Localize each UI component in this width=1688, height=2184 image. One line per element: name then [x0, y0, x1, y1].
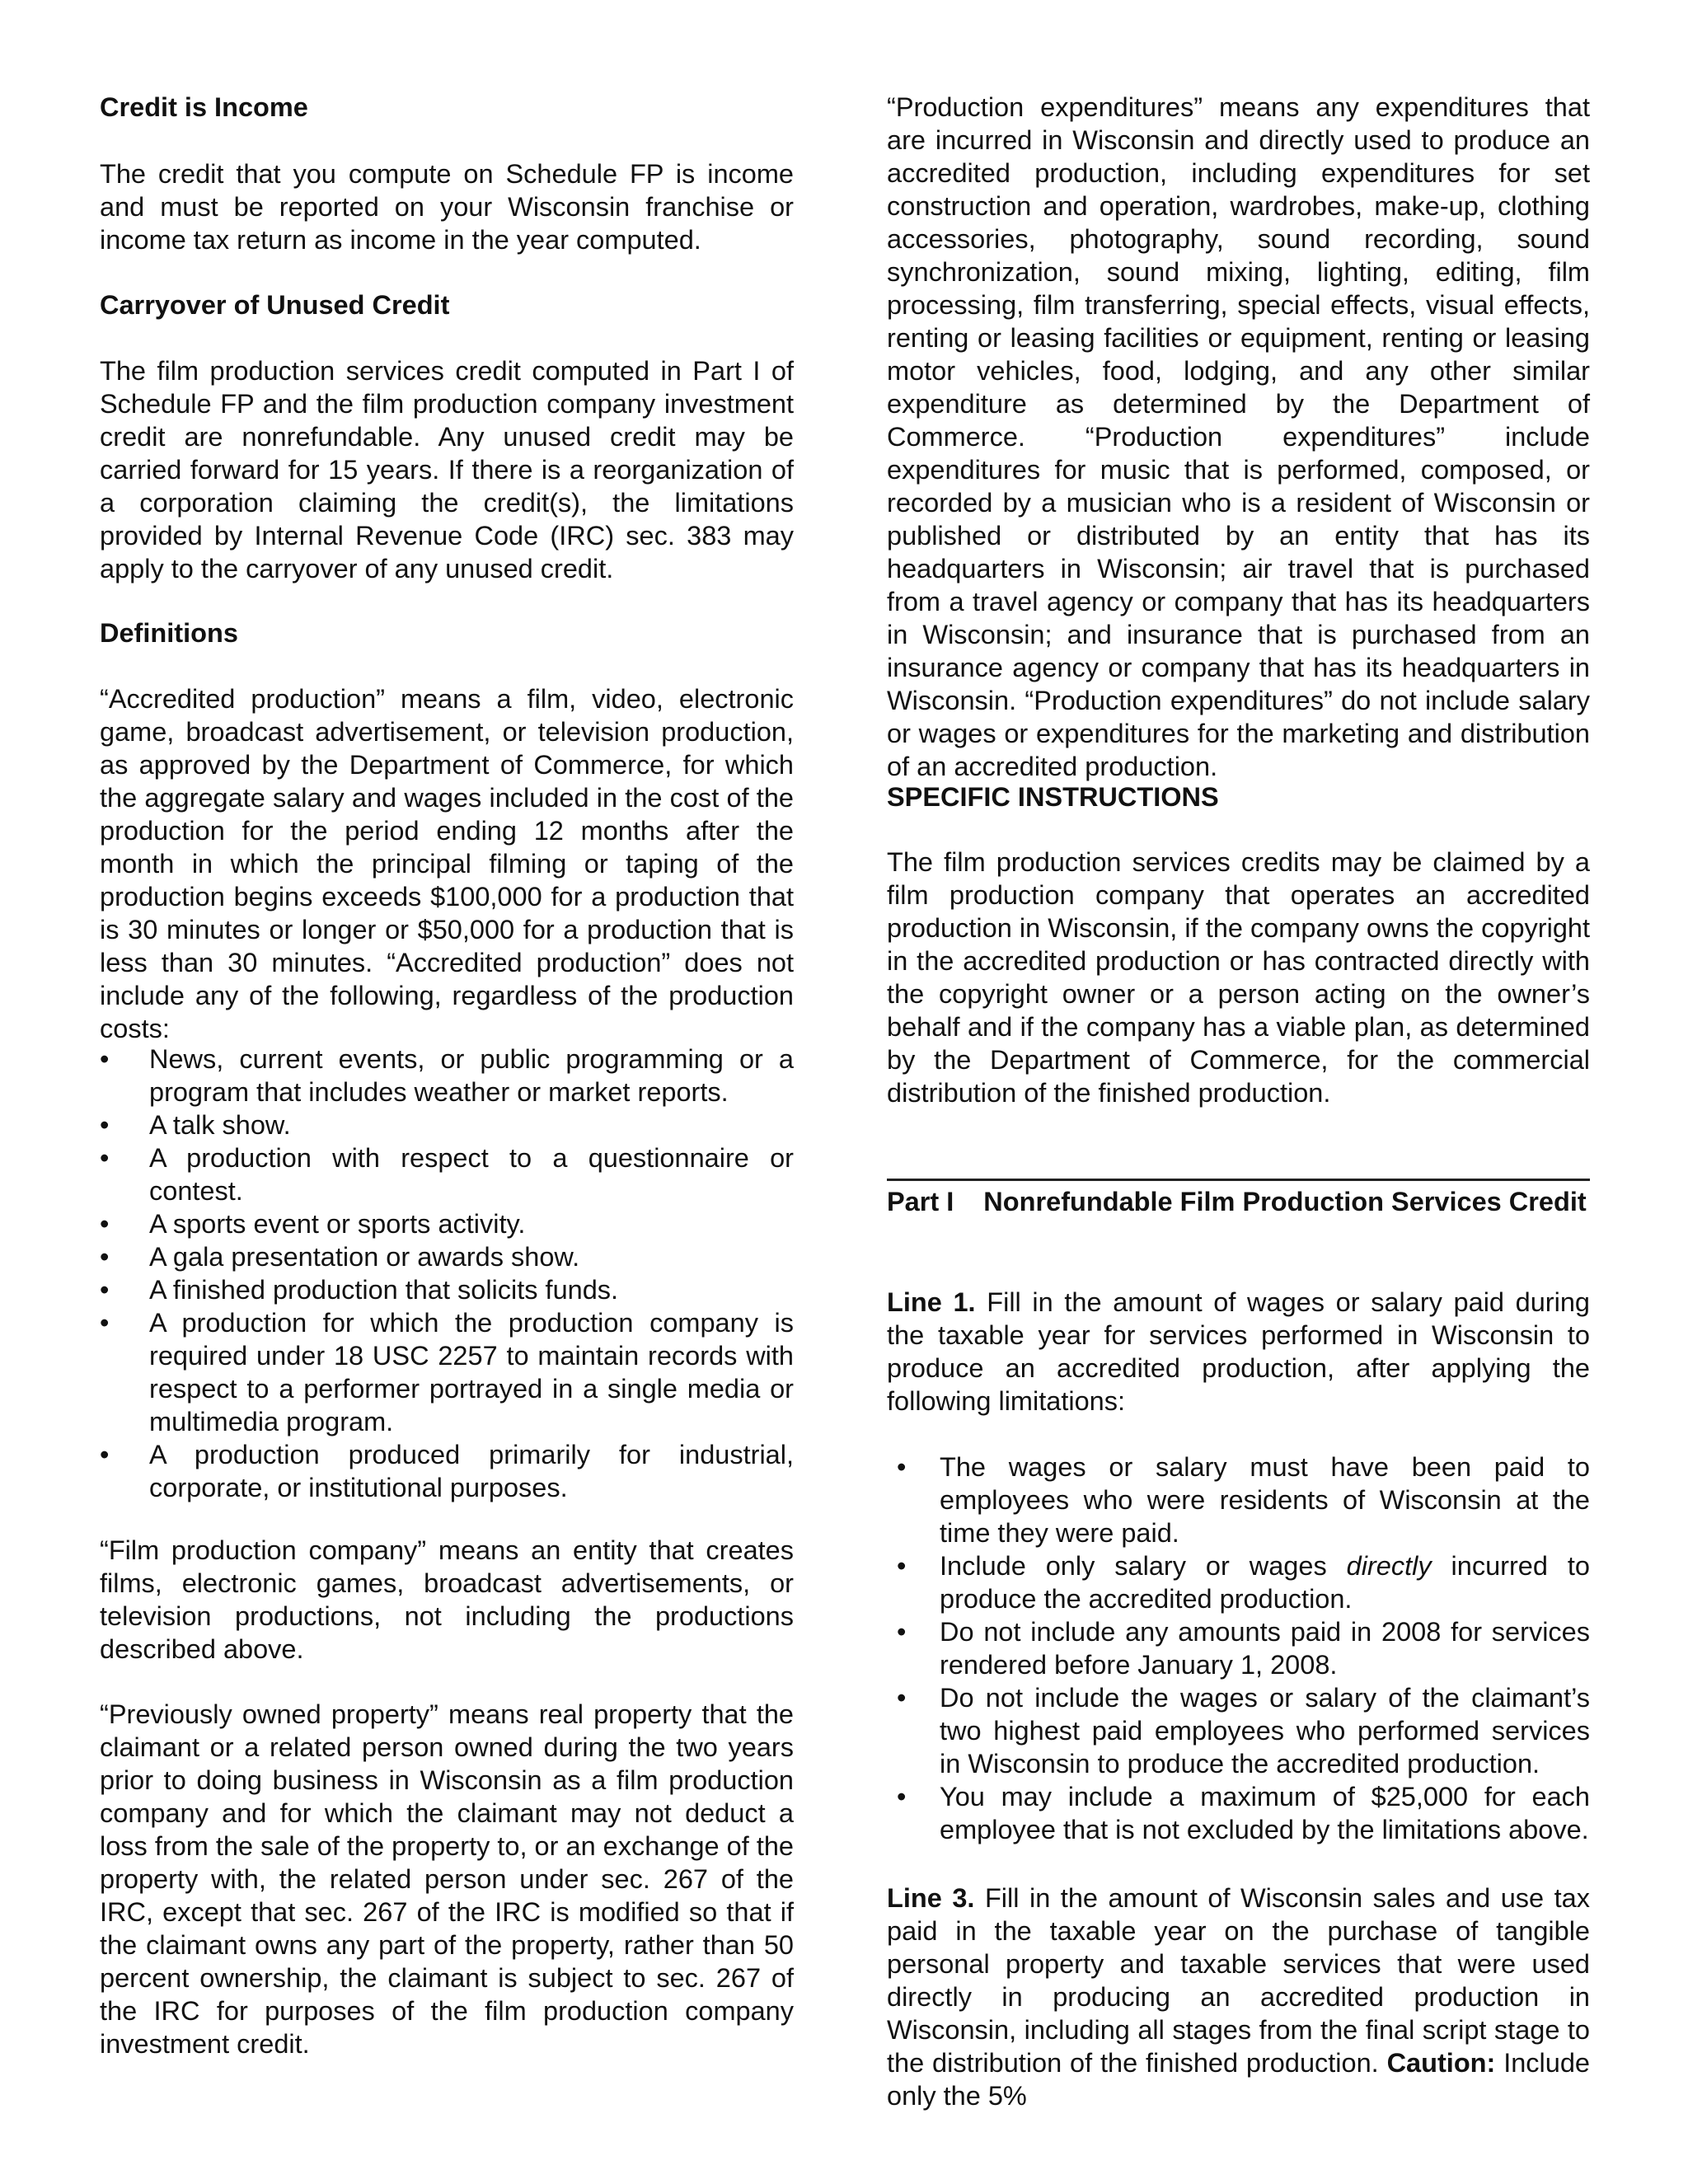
list-item: • The wages or salary must have been paid to employees who were residents of Wisconsin at the time they were paid. — [897, 1452, 1590, 1548]
accredited-production-definition: “Accredited production” means a film, video, electronic game, broadcast advertisement, or television production, as approved by the Department of Commerce, for which the aggregate salary and wages included in the cost of the production for the period ending 12 months after the month in which the principal filming or taping of the production begins exceeds $100,000 for a production that is 30 minutes or longer or $50,000 for a production that is less than 30 minutes. “Accredited production” does not include any of the following, regardless of the production costs: — [100, 684, 794, 1043]
bullet-icon: • — [100, 1044, 110, 1074]
line1-text: Fill in the amount of wages or salary paid during the taxable year for services performed in Wisconsin to produce an accredited production, after applying the following limitations: — [887, 1287, 1590, 1416]
line3-label: Line 3. — [887, 1883, 975, 1913]
bullet-icon: • — [897, 1551, 907, 1581]
bullet-icon: • — [897, 1782, 907, 1811]
line3-text: Fill in the amount of Wisconsin sales and use tax paid in the taxable year on the purchase of tangible personal property and taxable services that were used directly in producing an accredited production in Wisconsin, including all stages from the final script stage to the distribution of the finished production. — [887, 1883, 1591, 2078]
list-item: • News, current events, or public programming or a program that includes weather or market reports. — [100, 1044, 794, 1107]
line3-instructions — [887, 1882, 1590, 2112]
bullet-icon: • — [100, 1242, 110, 1272]
list-item: • A production with respect to a questionnaire or contest. — [100, 1143, 794, 1206]
film-production-company-definition: “Film production company” means an entity that creates films, electronic games, broadcast advertisements, or television productions, not including the productions described above. — [100, 1535, 794, 1664]
list-item: • Include only salary or wages directly incurred to produce the accredited production. — [897, 1551, 1590, 1614]
bullet-icon: • — [897, 1452, 907, 1482]
list-item: • You may include a maximum of $25,000 for each employee that is not excluded by the limitations above. — [897, 1782, 1590, 1844]
line1-instructions — [887, 1286, 1590, 1418]
bullet-icon: • — [100, 1440, 110, 1469]
line1-limitations-list — [887, 1451, 1590, 1846]
section-divider — [887, 1179, 1590, 1181]
caution-label: Caution: — [1386, 2048, 1496, 2078]
list-item: • A production for which the production company is required under 18 USC 2257 to maintain records with respect to a performer portrayed in a single media or multimedia program. — [100, 1308, 794, 1436]
list-item: • Do not include the wages or salary of the claimant’s two highest paid employees who performed services in Wisconsin to produce the accredited production. — [897, 1683, 1590, 1779]
bullet-icon: • — [100, 1308, 110, 1338]
bullet-icon: • — [100, 1275, 110, 1305]
credit-is-income-body: The credit that you compute on Schedule FP is income and must be reported on your Wisconsin franchise or income tax return as income in the year computed. — [100, 159, 794, 255]
list-item: • Do not include any amounts paid in 2008 for services rendered before January 1, 2008. — [897, 1617, 1590, 1680]
carryover-body: The film production services credit computed in Part I of Schedule FP and the film production company investment credit are nonrefundable. Any unused credit may be carried forward for 15 years. If there is a reorganization of a corporation claiming the credit(s), the limitations provided by Internal Revenue Code (IRC) sec. 383 may apply to the carryover of any unused credit. — [100, 356, 794, 583]
previously-owned-property-definition: “Previously owned property” means real property that the claimant or a related person owned during the two years prior to doing business in Wisconsin as a film production company and for which the claimant may not deduct a loss from the sale of the property to, or an exchange of the property with, the related person under sec. 267 of the IRC, except that sec. 267 of the IRC is modified so that if the claimant owns any part of the property, rather than 50 percent ownership, the claimant is subject to sec. 267 of the IRC for purposes of the film production company investment credit. — [100, 1699, 794, 2059]
credit-is-income-heading: Credit is Income — [100, 92, 308, 122]
bullet-icon: • — [897, 1683, 907, 1713]
definitions-heading: Definitions — [100, 618, 238, 648]
part1-title: Nonrefundable Film Production Services Credit — [983, 1187, 1587, 1216]
list-item: • A production produced primarily for industrial, corporate, or institutional purposes. — [100, 1440, 794, 1502]
list-item: • A gala presentation or awards show. — [100, 1242, 580, 1272]
part1-heading — [887, 1185, 1590, 1218]
specific-instructions-heading: SPECIFIC INSTRUCTIONS — [887, 782, 1219, 812]
bullet-icon: • — [100, 1143, 110, 1173]
list-item: • A sports event or sports activity. — [100, 1209, 526, 1239]
caution-text: Include only the 5% — [887, 2048, 1591, 2111]
list-item: • A finished production that solicits funds. — [100, 1275, 619, 1305]
bullet-icon: • — [100, 1110, 110, 1140]
production-expenditures-definition: “Production expenditures” means any expenditures that are incurred in Wisconsin and directly used to produce an accredited production, including expenditures for set construction and operation, wardrobes, make-up, clothing accessories, photography, sound recording, sound synchronization, sound mixing, lighting, editing, film processing, film transferring, special effects, visual effects, renting or leasing facilities or equipment, renting or leasing motor vehicles, food, lodging, and any other similar expenditure as determined by the Department of Commerce. “Production expenditures” include expenditures for music that is performed, composed, or recorded by a musician who is a resident of Wisconsin or published or distributed by an entity that has its headquarters in Wisconsin; air travel that is purchased from a travel agency or company that has its headquarters in Wisconsin; and insurance that is purchased from an insurance agency or company that has its headquarters in Wisconsin. “Production expenditures” do not include salary or wages or expenditures for the marketing and distribution of an accredited production. — [887, 92, 1590, 781]
carryover-heading: Carryover of Unused Credit — [100, 290, 450, 320]
bullet-icon: • — [897, 1617, 907, 1647]
line1-label: Line 1. — [887, 1287, 976, 1317]
specific-instructions-body: The film production services credits may be claimed by a film production company that operates an accredited production in Wisconsin, if the company owns the copyright in the accredited production or has contracted directly with the copyright owner or a person acting on the owner’s behalf and if the company has a viable plan, as determined by the Department of Commerce, for the commercial distribution of the finished production. — [887, 847, 1590, 1108]
list-item: • A talk show. — [100, 1110, 291, 1140]
part1-label: Part I — [887, 1187, 954, 1216]
exclusions-list — [100, 1043, 794, 1504]
bullet-icon: • — [100, 1209, 110, 1239]
